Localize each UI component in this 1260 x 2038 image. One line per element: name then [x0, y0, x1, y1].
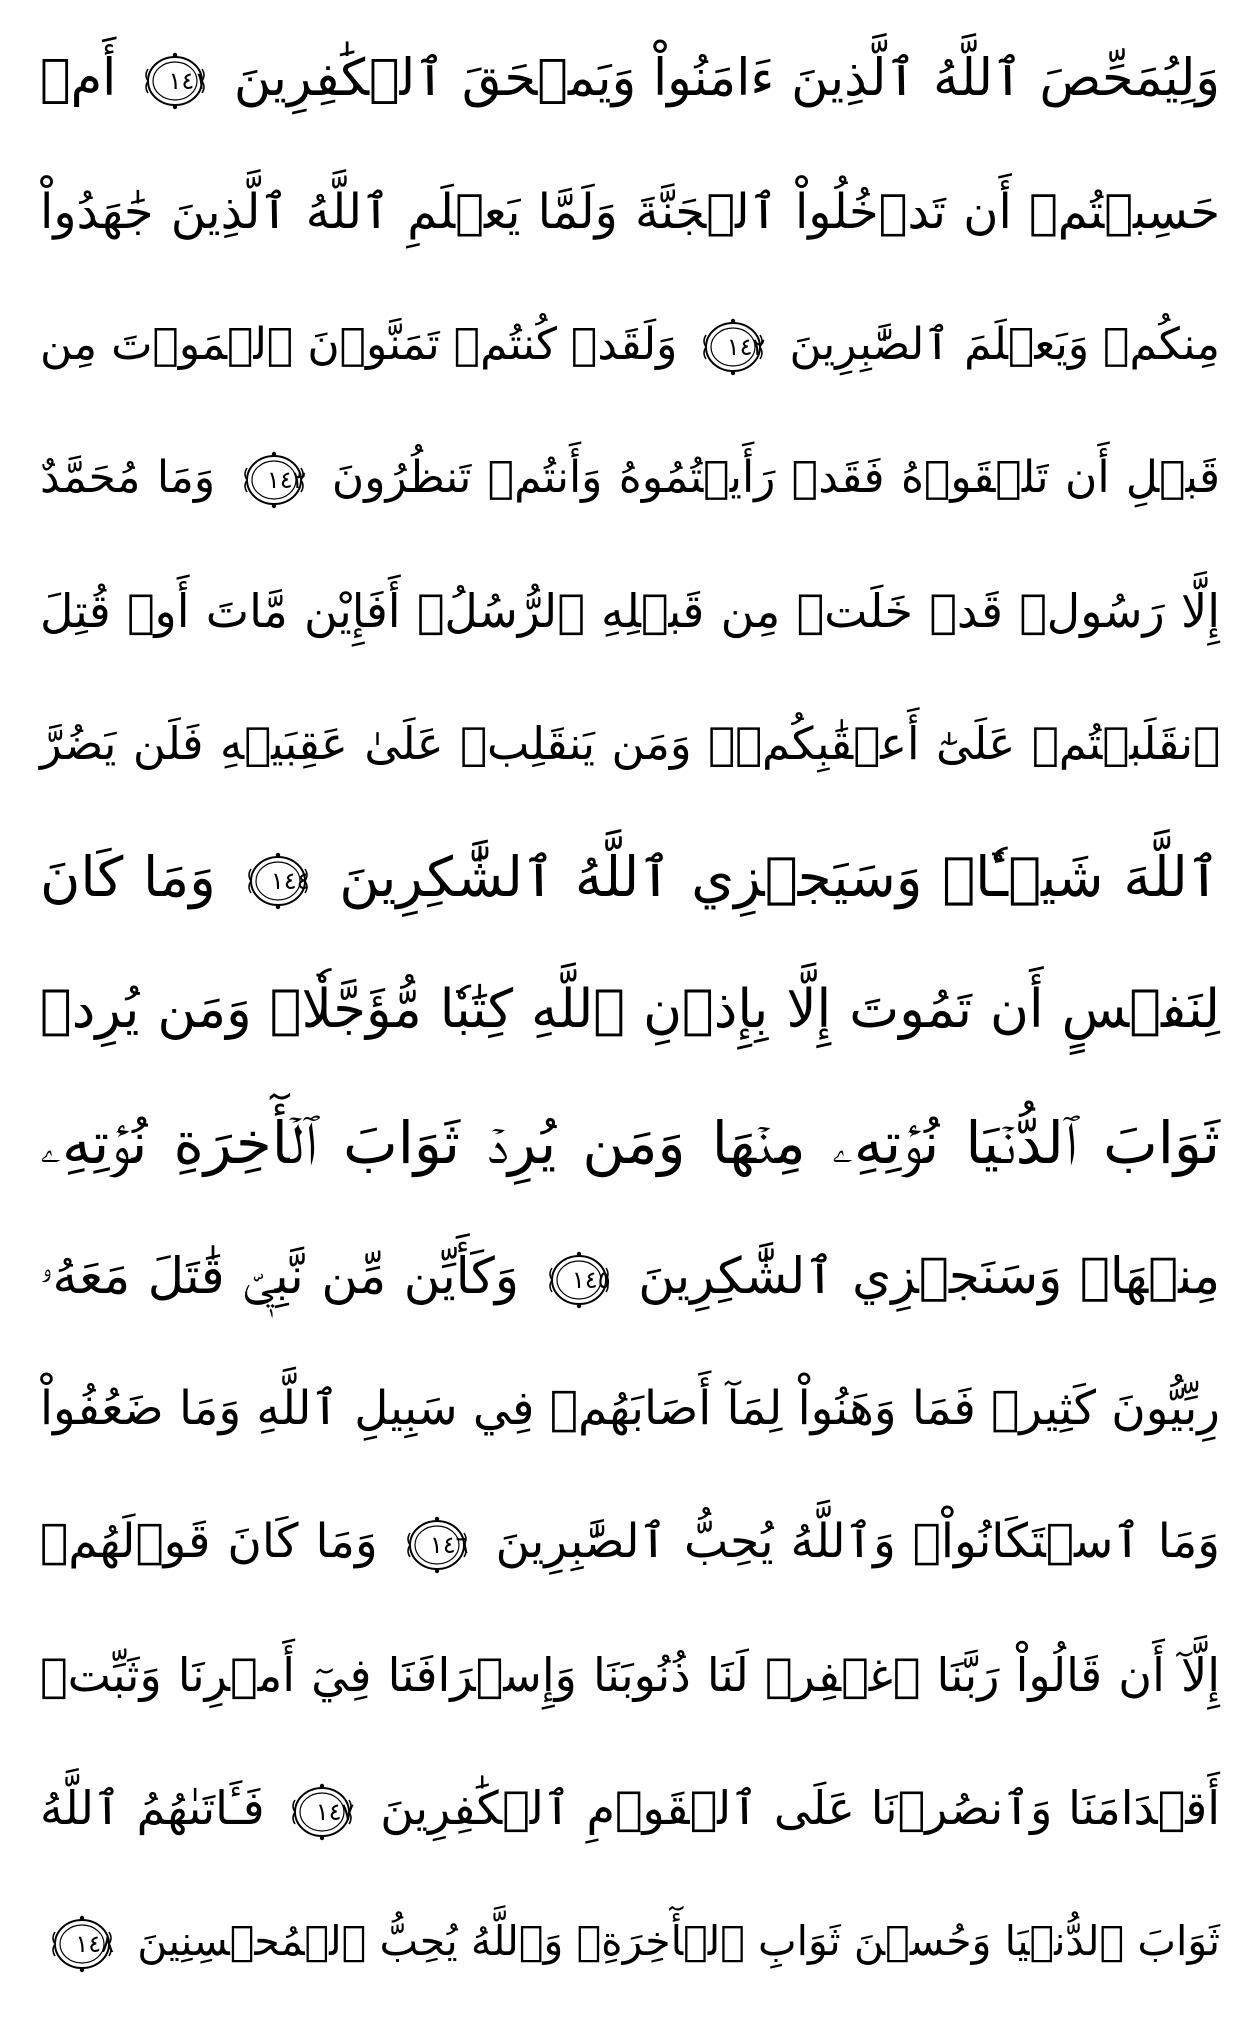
ayah-end-marker [405, 1515, 469, 1575]
verse-text: وَلِيُمَحِّصَ ٱللَّهُ ٱلَّذِينَ ءَامَنُواْ وَيَمۡحَقَ ٱلۡكَٰفِرِينَ [233, 49, 1220, 108]
verse-text: وَمَا كَانَ قَوۡلَهُمۡ [40, 1514, 378, 1569]
text-line [40, 1616, 1220, 1734]
ayah-end-marker [547, 1250, 611, 1310]
verse-text: ٱنقَلَبۡتُمۡ عَلَىٰٓ أَعۡقَٰبِكُمۡۚ وَمَن يَنقَلِبۡ عَلَىٰ عَقِبَيۡهِ فَلَن يَضُرَّ [40, 717, 1220, 770]
verse-text: مِنكُمۡ وَيَعۡلَمَ ٱلصَّٰبِرِينَ [789, 319, 1220, 370]
text-line [40, 153, 1220, 271]
ayah-number: ١٤٣ [266, 466, 306, 494]
text-line [40, 1084, 1220, 1202]
verse-text: إِلَّا رَسُولٞ قَدۡ خَلَتۡ مِن قَبۡلِهِ ٱلرُّسُلُۚ أَفَإِيْن مَّاتَ أَوۡ قُتِلَ [40, 584, 1220, 638]
verse-text: لِنَفۡسٍ أَن تَمُوتَ إِلَّا بِإِذۡنِ ٱللَّهِ كِتَٰبٗا مُّؤَجَّلٗاۗ وَمَن يُرِدۡ [40, 979, 1220, 1040]
ayah-end-marker [246, 851, 310, 911]
ayah-number: ١٤٥ [571, 1265, 611, 1294]
ayah-number: ١٤١ [168, 67, 208, 95]
verse-text: ثَوَابَ ٱلدُّنۡيَا نُؤۡتِهِۦ مِنۡهَا وَمَن يُرِدۡ ثَوَابَ ٱلۡأٓخِرَةِ نُؤۡتِهِۦ [40, 1109, 1220, 1177]
verse-text: وَلَقَدۡ كُنتُمۡ تَمَنَّوۡنَ ٱلۡمَوۡتَ مِن [40, 319, 678, 370]
verse-text: فَـَٔاتَىٰهُمُ ٱللَّهُ [40, 1781, 265, 1835]
text-line [40, 419, 1220, 537]
verse-text: أَقۡدَامَنَا وَٱنصُرۡنَا عَلَى ٱلۡقَوۡمِ ٱلۡكَٰفِرِينَ [380, 1781, 1221, 1835]
text-line [40, 286, 1220, 404]
verse-text: رِبِّيُّونَ كَثِيرٞ فَمَا وَهَنُواْ لِمَآ أَصَابَهُمۡ فِي سَبِيلِ ٱللَّهِ وَمَا ضَعُفُواْ [40, 1381, 1220, 1436]
text-line [40, 818, 1220, 936]
text-line [40, 1350, 1220, 1468]
ayah-number: ١٤٨ [75, 1930, 114, 1958]
ayah-end-marker [143, 51, 207, 111]
text-line [40, 552, 1220, 670]
verse-text: مِنۡهَاۚ وَسَنَجۡزِي ٱلشَّٰكِرِينَ [638, 1247, 1220, 1305]
text-line [40, 1217, 1220, 1335]
verse-text: ثَوَابَ ٱلدُّنۡيَا وَحُسۡنَ ثَوَابِ ٱلۡأٓخِرَةِۗ وَٱللَّهُ يُحِبُّ ٱلۡمُحۡسِنِينَ [137, 1917, 1220, 1965]
text-line [40, 1749, 1220, 1867]
text-line [40, 1483, 1220, 1601]
ayah-end-marker [701, 317, 765, 377]
ayah-end-marker [50, 1914, 114, 1974]
verse-text: ٱللَّهَ شَيۡـٔٗاۗ وَسَيَجۡزِي ٱللَّهُ ٱلشَّٰكِرِينَ [339, 845, 1221, 909]
text-line [40, 951, 1220, 1069]
ayah-number: ١٤٢ [726, 333, 766, 361]
verse-text: قَبۡلِ أَن تَلۡقَوۡهُ فَقَدۡ رَأَيۡتُمُوهُ وَأَنتُمۡ تَنظُرُونَ [331, 452, 1220, 503]
verse-text: وَمَا مُحَمَّدٌ [40, 452, 216, 503]
text-line [40, 20, 1220, 138]
ayah-end-marker [242, 450, 306, 510]
ayah-end-marker [290, 1782, 354, 1842]
ayah-number: ١٤٤ [270, 866, 310, 895]
text-line [40, 685, 1220, 803]
ayah-number: ١٤٦ [429, 1530, 469, 1559]
text-line [40, 1882, 1220, 2000]
ayah-number: ١٤٧ [315, 1797, 355, 1826]
verse-text: إِلَّآ أَن قَالُواْ رَبَّنَا ٱغۡفِرۡ لَنَا ذُنُوبَنَا وَإِسۡرَافَنَا فِيٓ أَمۡرِنَا وَثَبِّتۡ [40, 1648, 1220, 1702]
verse-text: وَمَا كَانَ [40, 845, 216, 909]
verse-text: وَكَأَيِّن مِّن نَّبِيّٖ قَٰتَلَ مَعَهُۥ [40, 1247, 519, 1305]
verse-text: حَسِبۡتُمۡ أَن تَدۡخُلُواْ ٱلۡجَنَّةَ وَلَمَّا يَعۡلَمِ ٱللَّهُ ٱلَّذِينَ جَٰهَدُواْ [40, 184, 1220, 240]
verse-text: وَمَا ٱسۡتَكَانُواْۗ وَٱللَّهُ يُحِبُّ ٱلصَّٰبِرِينَ [495, 1514, 1220, 1569]
verse-text: أَمۡ [40, 49, 117, 108]
